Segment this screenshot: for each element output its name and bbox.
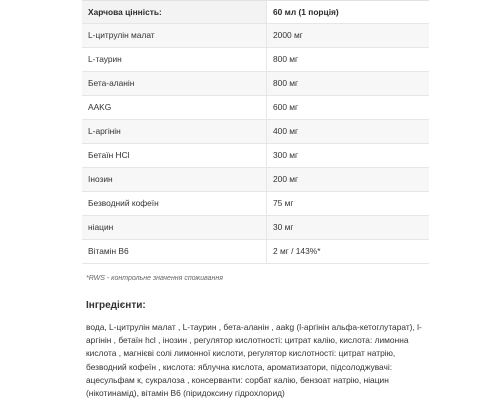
rws-footnote: *RWS - контрольне значення споживання (86, 275, 223, 282)
nutrient-value: 2000 мг (267, 24, 430, 48)
nutrition-row (82, 216, 429, 240)
nutrient-value: 800 мг (267, 72, 430, 96)
nutrition-header-value: 60 мл (1 порція) (267, 1, 430, 24)
nutrient-value: 400 мг (267, 120, 430, 144)
nutrient-value: 600 мг (267, 96, 430, 120)
nutrient-name: Бета-аланін (82, 72, 267, 96)
ingredients-line: безводний кофеїн , кислота: яблучна кислота, ароматизатори, підсолоджувачі: (86, 361, 393, 372)
nutrition-row (82, 72, 429, 96)
nutrient-name: L-таурин (82, 48, 267, 72)
nutrition-row (82, 48, 429, 72)
ingredients-line: кислота , магнієві солі лимонної кислоти, регулятор кислотності: цитрат натрію, (86, 348, 396, 359)
nutrition-row (82, 120, 429, 144)
nutrition-row (82, 24, 429, 48)
nutrient-value: 800 мг (267, 48, 430, 72)
nutrition-row (82, 144, 429, 168)
ingredients-line: ацесульфам к, сукралоза , консерванти: сорбат калію, бензоат натрію, ніацин (86, 374, 389, 385)
nutrient-name: ніацин (82, 216, 267, 240)
ingredients-line: аргінін , бетаїн hcl , інозин , регулятор кислотності: цитрат калію, кислота: лимонна (86, 335, 409, 346)
nutrition-table (82, 0, 429, 264)
nutrient-value: 75 мг (267, 192, 430, 216)
nutrition-row (82, 240, 429, 264)
nutrient-value: 30 мг (267, 216, 430, 240)
ingredients-text (86, 321, 426, 400)
nutrition-row (82, 96, 429, 120)
nutrient-name: Бетаїн HCl (82, 144, 267, 168)
nutrient-name: L-аргінін (82, 120, 267, 144)
nutrition-row (82, 192, 429, 216)
nutrition-header-label: Харчова цінність: (82, 1, 267, 24)
ingredients-line: вода, L-цитрулін малат , L-таурин , бета-аланін , aakg (l-аргінін альфа-кетоглутарат), l- (86, 322, 422, 332)
nutrient-name: L-цитрулін малат (82, 24, 267, 48)
nutrient-value: 2 мг / 143%* (267, 240, 430, 264)
ingredients-line: (нікотинамід), вітамін B6 (піридоксину гідрохлорид) (86, 388, 285, 399)
nutrient-name: Безводний кофеїн (82, 192, 267, 216)
ingredients-heading: Інгредієнти: (86, 300, 146, 311)
nutrient-name: AAKG (82, 96, 267, 120)
nutrition-header-row (82, 1, 429, 24)
nutrient-name: Вітамін B6 (82, 240, 267, 264)
nutrient-value: 200 мг (267, 168, 430, 192)
nutrition-row (82, 168, 429, 192)
nutrient-name: Інозин (82, 168, 267, 192)
nutrient-value: 300 мг (267, 144, 430, 168)
